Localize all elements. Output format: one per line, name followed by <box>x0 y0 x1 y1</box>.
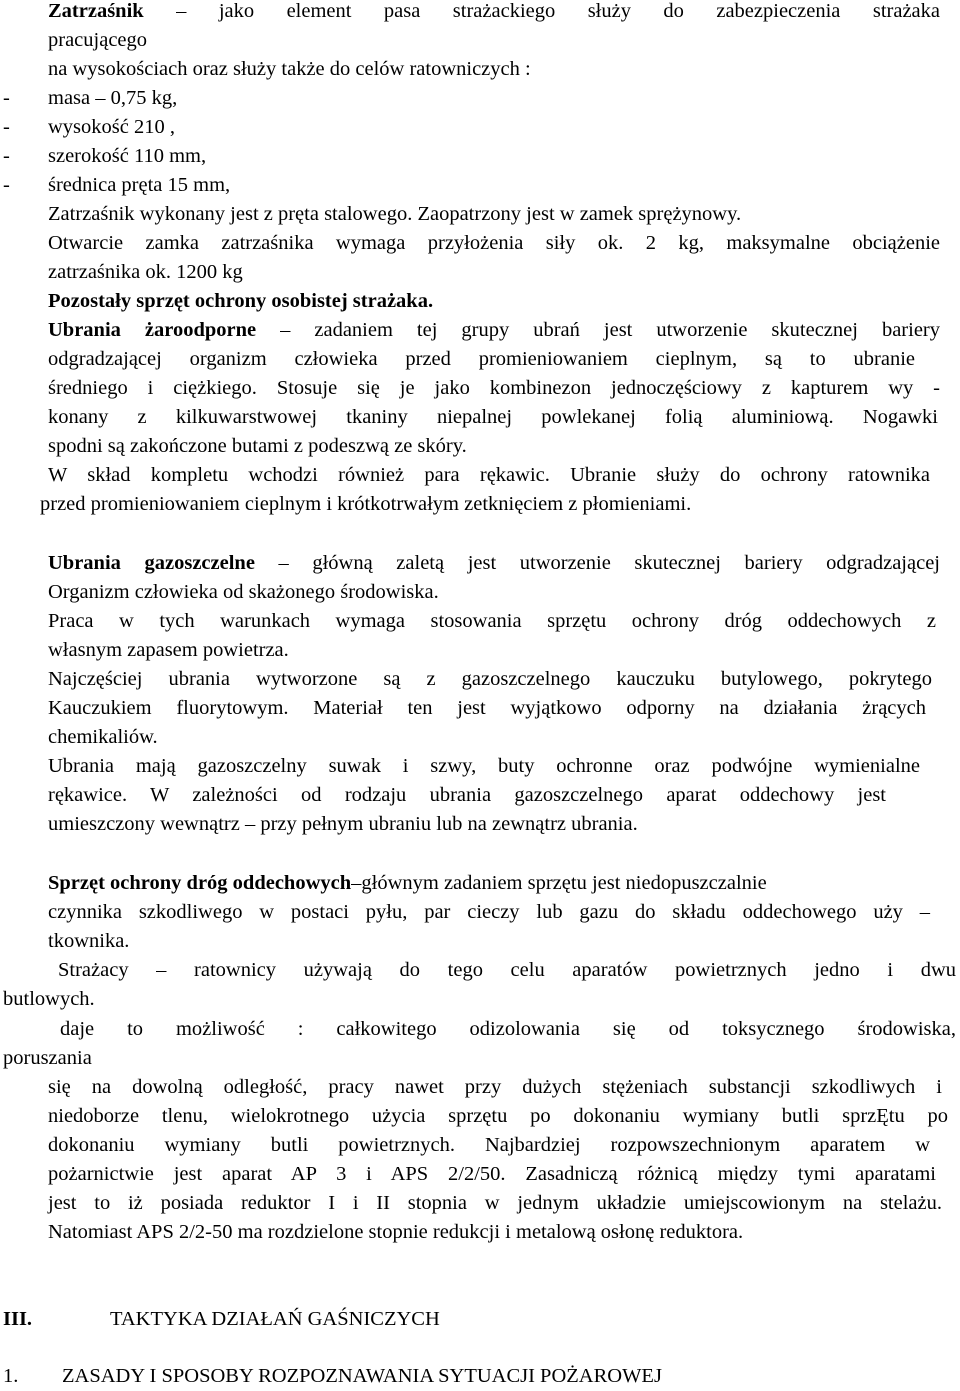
section-heading-pozostaly: Pozostały sprzęt ochrony osobistej strażaka. <box>48 290 434 312</box>
oddechowe-line-6: daje to możliwość : całkowitego odizolowania się od toksycznego środowiska, <box>60 1018 956 1040</box>
zatrzasnik-line-2: pracującego <box>48 29 148 51</box>
gazoszczelne-line-7: chemikaliów. <box>48 726 158 748</box>
zaroodporne-line-7: przed promieniowaniem cieplnym i krótkotrwałym zetknięciem z płomieniami. <box>40 493 692 515</box>
zatrzasnik-line-1 <box>48 0 940 26</box>
oddechowe-line-9: niedoborze tlenu, wielokrotnego użycia sprzętu po dokonaniu wymiany butli sprzĘtu po <box>48 1105 948 1127</box>
zatrzasnik-line-3: na wysokościach oraz służy także do celów ratowniczych : <box>48 58 531 80</box>
gazoszczelne-line-9: rękawice. W zależności od rodzaju ubrania gazoszczelnego aparat oddechowy jest <box>48 784 886 806</box>
zatrzasnik-line-10: zatrzaśnika ok. 1200 kg <box>48 261 243 283</box>
oddechowe-line-11: pożarnictwie jest aparat AP 3 i APS 2/2/50. Zasadniczą różnicą między tymi aparatami <box>48 1163 936 1185</box>
gazoszczelne-line-2: Organizm człowieka od skażonego środowiska. <box>48 581 439 603</box>
gazoszczelne-line-1 <box>48 549 940 578</box>
spec-dash: - <box>3 174 10 196</box>
zatrzasnik-term: Zatrzaśnik <box>48 0 144 22</box>
zatrzasnik-line-8: Zatrzaśnik wykonany jest z pręta stalowego. Zaopatrzony jest w zamek sprężynowy. <box>48 203 742 225</box>
zaroodporne-term: Ubrania żaroodporne <box>48 319 257 341</box>
zatrzasnik-line-9: Otwarcie zamka zatrzaśnika wymaga przyłożenia siły ok. 2 kg, maksymalne obciążenie <box>48 232 940 254</box>
section-title-zasady: ZASADY I SPOSOBY ROZPOZNAWANIA SYTUACJI POŻAROWEJ <box>62 1365 662 1387</box>
gazoszczelne-line-6: Kauczukiem fluorytowym. Materiał ten jest wyjątkowo odporny na działania żrących <box>48 697 926 719</box>
spec-dash: - <box>3 116 10 138</box>
oddechowe-line-1 <box>48 869 767 898</box>
zaroodporne-line-3: średniego i ciężkiego. Stosuje się je jako kombinezon jednoczęściowy z kapturem wy - <box>48 377 940 399</box>
gazoszczelne-line-4: własnym zapasem powietrza. <box>48 639 289 661</box>
oddechowe-line-8: się na dowolną odległość, pracy nawet przy dużych stężeniach substancji szkodliwych i <box>48 1076 942 1098</box>
gazoszczelne-term: Ubrania gazoszczelne <box>48 552 255 574</box>
spec-item-width: szerokość 110 mm, <box>48 145 207 167</box>
gazoszczelne-line-8: Ubrania mają gazoszczelny suwak i szwy, buty ochronne oraz podwójne wymienialne <box>48 755 920 777</box>
gazoszczelne-line-1-text: – główną zaletą jest utworzenie skutecznej bariery odgradzającej <box>254 552 940 574</box>
spec-item-height: wysokość 210 , <box>48 116 175 138</box>
oddechowe-line-4: Strażacy – ratownicy używają do tego celu aparatów powietrznych jedno i dwu <box>58 959 956 981</box>
zaroodporne-line-1 <box>48 316 940 345</box>
oddechowe-line-5: butlowych. <box>3 988 95 1010</box>
zaroodporne-line-1-text: – zadaniem tej grupy ubrań jest utworzenie skutecznej bariery <box>256 319 940 341</box>
section-number-iii: III. <box>3 1308 33 1330</box>
gazoszczelne-line-3: Praca w tych warunkach wymaga stosowania sprzętu ochrony dróg oddechowych z <box>48 610 936 632</box>
oddechowe-line-3: tkownika. <box>48 930 130 952</box>
spec-dash: - <box>3 145 10 167</box>
oddechowe-line-1-text: –głównym zadaniem sprzętu jest niedopuszczalnie <box>351 872 767 894</box>
gazoszczelne-line-10: umieszczony wewnątrz – przy pełnym ubraniu lub na zewnątrz ubrania. <box>48 813 638 835</box>
zaroodporne-line-2: odgradzającej organizm człowieka przed promieniowaniem cieplnym, są to ubranie <box>48 348 915 370</box>
section-title-taktyka: TAKTYKA DZIAŁAŃ GAŚNICZYCH <box>110 1308 440 1330</box>
zatrzasnik-line-1-text: – jako element pasa strażackiego służy do zabezpieczenia strażaka <box>143 0 940 22</box>
zaroodporne-line-6: W skład kompletu wchodzi również para rękawic. Ubranie służy do ochrony ratownika <box>48 464 930 486</box>
oddechowe-line-12: jest to iż posiada reduktor I i II stopnia w jednym układzie umiejscowionym na stelażu. <box>48 1192 942 1214</box>
zaroodporne-line-5: spodni są zakończone butami z podeszwą ze skóry. <box>48 435 467 457</box>
oddechowe-term: Sprzęt ochrony dróg oddechowych <box>48 872 352 894</box>
oddechowe-line-2: czynnika szkodliwego w postaci pyłu, par cieczy lub gazu do składu oddechowego uży – <box>48 901 930 923</box>
spec-dash: - <box>3 87 10 109</box>
oddechowe-line-10: dokonaniu wymiany butli powietrznych. Najbardziej rozpowszechnionym aparatem w <box>48 1134 930 1156</box>
zaroodporne-line-4: konany z kilkuwarstwowej tkaniny niepalnej powlekanej folią aluminiową. Nogawki <box>48 406 938 428</box>
oddechowe-line-7: poruszania <box>3 1047 92 1069</box>
spec-item-diameter: średnica pręta 15 mm, <box>48 174 231 196</box>
spec-item-mass: masa – 0,75 kg, <box>48 87 178 109</box>
oddechowe-line-13: Natomiast APS 2/2-50 ma rozdzielone stopnie redukcji i metalową osłonę reduktora. <box>48 1221 744 1243</box>
section-number-1: 1. <box>3 1365 19 1387</box>
gazoszczelne-line-5: Najczęściej ubrania wytworzone są z gazoszczelnego kauczuku butylowego, pokrytego <box>48 668 932 690</box>
